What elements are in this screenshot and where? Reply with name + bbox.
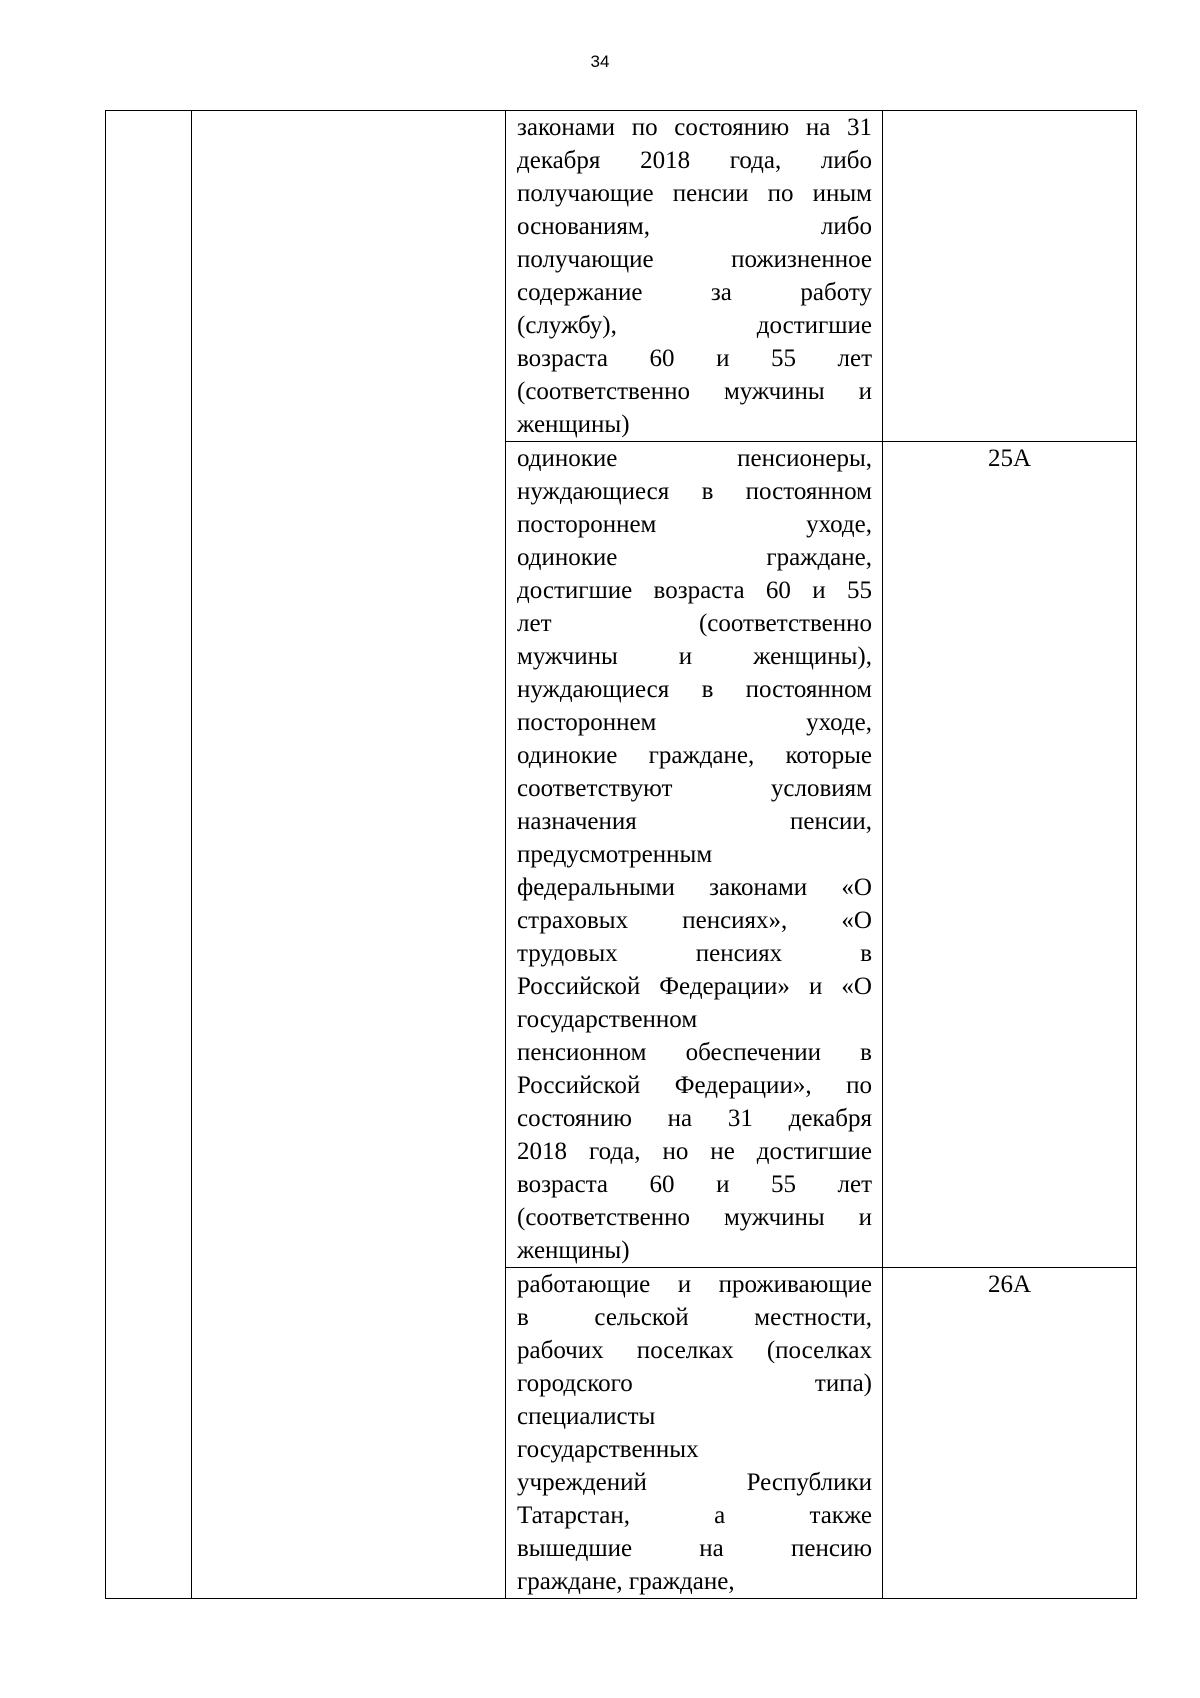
column-2-cell: [192, 111, 506, 1599]
table-row: [106, 111, 1137, 442]
text-line: предусмотренным: [517, 841, 713, 868]
text-line: достигшие возраста 60 и 55: [517, 577, 872, 604]
text-line: 2018 года, но не достигшие: [517, 1138, 872, 1165]
text-line: учреждений Республики: [517, 1469, 872, 1496]
text-line: декабря 2018 года, либо: [517, 147, 872, 174]
code-cell: 25А: [883, 442, 1137, 1268]
text-line: граждане, граждане,: [517, 1568, 735, 1595]
text-line: работающие и проживающие: [517, 1271, 872, 1298]
text-line: лет (соответственно: [517, 610, 872, 637]
text-line: рабочих поселках (поселках: [517, 1337, 872, 1364]
text-line: женщины): [517, 411, 630, 438]
text-line: городского типа): [517, 1370, 872, 1397]
page-number: 34: [590, 52, 610, 71]
description-cell: [506, 442, 883, 1268]
text-line: возраста 60 и 55 лет: [517, 1171, 872, 1198]
description-cell: [506, 111, 883, 442]
text-line: состоянию на 31 декабря: [517, 1105, 872, 1132]
description-text: [506, 442, 882, 1267]
text-line: вышедшие на пенсию: [517, 1535, 872, 1562]
text-line: одинокие граждане,: [517, 544, 872, 571]
text-line: (соответственно мужчины и: [517, 378, 872, 405]
text-line: трудовых пенсиях в: [517, 940, 872, 967]
text-line: специалисты: [517, 1403, 656, 1430]
column-1-cell: [106, 111, 192, 1599]
code-cell: [883, 111, 1137, 442]
text-line: основаниям, либо: [517, 213, 872, 240]
text-line: содержание за работу: [517, 279, 872, 306]
text-line: назначения пенсии,: [517, 808, 872, 835]
text-line: нуждающиеся в постоянном: [517, 478, 872, 505]
text-line: федеральными законами «О: [517, 874, 872, 901]
text-line: одинокие пенсионеры,: [517, 445, 872, 472]
text-line: Татарстан, а также: [517, 1502, 872, 1529]
text-line: получающие пожизненное: [517, 246, 872, 273]
text-line: мужчины и женщины),: [517, 643, 872, 670]
text-line: Российской Федерации», по: [517, 1072, 872, 1099]
text-line: (службу), достигшие: [517, 312, 872, 339]
text-line: нуждающиеся в постоянном: [517, 676, 872, 703]
text-line: Российской Федерации» и «О: [517, 973, 872, 1000]
description-text: [506, 111, 882, 441]
description-cell: [506, 1268, 883, 1599]
text-line: (соответственно мужчины и: [517, 1204, 872, 1231]
text-line: государственных: [517, 1436, 699, 1463]
text-line: законами по состоянию на 31: [517, 114, 872, 141]
text-line: возраста 60 и 55 лет: [517, 345, 872, 372]
text-line: постороннем уходе,: [517, 511, 872, 538]
text-line: государственном: [517, 1006, 698, 1033]
text-line: страховых пенсиях», «О: [517, 907, 872, 934]
code-cell: 26А: [883, 1268, 1137, 1599]
text-line: в сельской местности,: [517, 1304, 872, 1331]
description-text: [506, 1268, 882, 1598]
benefits-table: [105, 110, 1137, 1599]
text-line: получающие пенсии по иным: [517, 180, 872, 207]
text-line: соответствуют условиям: [517, 775, 872, 802]
text-line: одинокие граждане, которые: [517, 742, 872, 769]
text-line: пенсионном обеспечении в: [517, 1039, 872, 1066]
text-line: постороннем уходе,: [517, 709, 872, 736]
text-line: женщины): [517, 1237, 630, 1264]
